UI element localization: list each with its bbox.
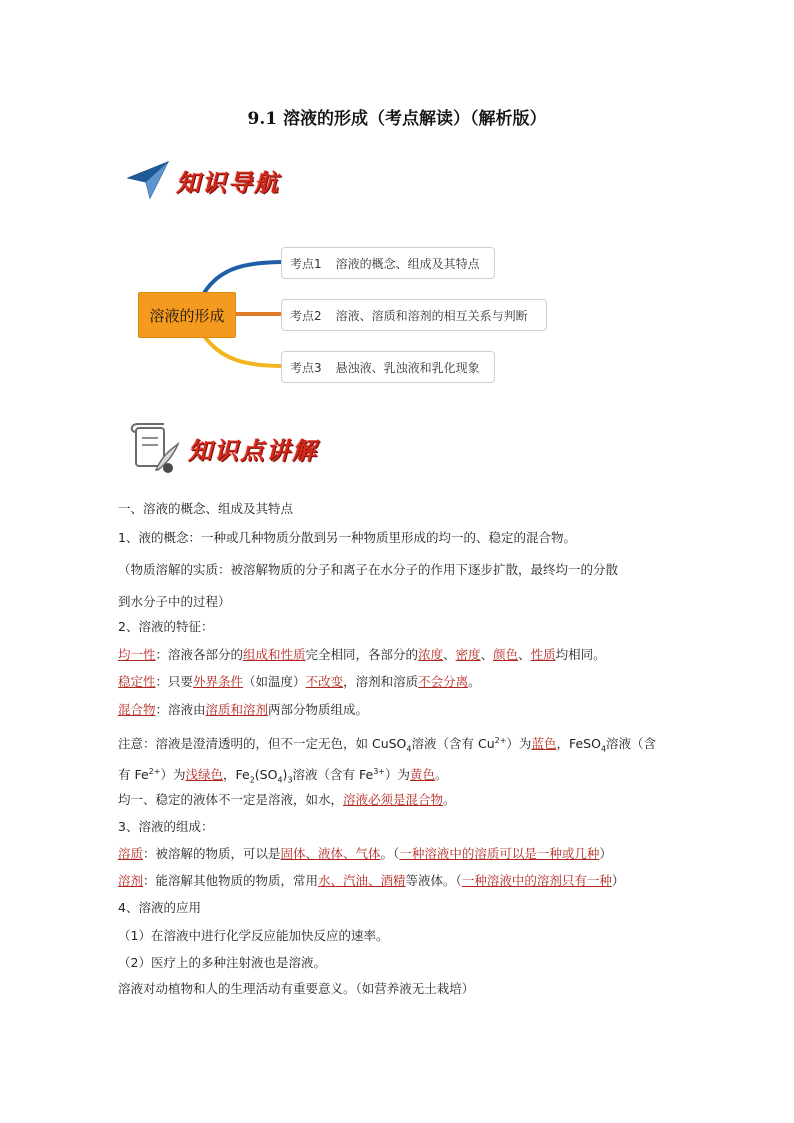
- essence-line-2: 到水分子中的过程）: [118, 594, 231, 609]
- composition-solute: 溶质：被溶解的物质，可以是固体、液体、气体。（一种溶液中的溶质可以是一种或几种）: [118, 846, 612, 861]
- connector-3: [204, 336, 285, 366]
- connector-1: [204, 262, 285, 293]
- feature-uniformity: 均一性：溶液各部分的组成和性质完全相同，各部分的浓度、密度、颜色、性质均相同。: [118, 647, 606, 662]
- node-2-text: 溶液、溶质和溶剂的相互关系与判断: [335, 308, 528, 323]
- mindmap-node-1: [281, 247, 495, 279]
- composition-solvent: 溶剂：能溶解其他物质的物质，常用水、汽油、酒精等液体。（一种溶液中的溶剂只有一种）: [118, 873, 625, 888]
- mindmap: [0, 0, 794, 400]
- note-line-3: 均一、稳定的液体不一定是溶液，如水，溶液必须是混合物。: [118, 792, 456, 807]
- application-3: 溶液对动植物和人的生理活动有重要意义。（如营养液无土栽培）: [118, 981, 475, 996]
- features-heading: 2、溶液的特征：: [118, 619, 214, 634]
- mindmap-node-2: [281, 299, 547, 331]
- scroll-quill-icon: [126, 420, 182, 476]
- node-1-text: 溶液的概念、组成及其特点: [335, 256, 480, 271]
- node-2-kp: 考点2: [290, 308, 322, 323]
- section-banner-knowledge: [126, 420, 318, 476]
- node-3-kp: 考点3: [290, 360, 322, 375]
- mindmap-node-3: [281, 351, 495, 383]
- application-heading: 4、溶液的应用: [118, 900, 201, 915]
- banner-knowledge-text: 知识点讲解: [188, 435, 318, 465]
- essence-line-1: （物质溶解的实质：被溶解物质的分子和离子在水分子的作用下逐步扩散，最终均一的分散: [118, 562, 619, 577]
- composition-heading: 3、溶液的组成：: [118, 819, 214, 834]
- feature-mixture: 混合物：溶液由溶质和溶剂两部分物质组成。: [118, 702, 369, 717]
- application-1: （1）在溶液中进行化学反应能加快反应的速率。: [118, 928, 389, 943]
- note-line-2: 有 $Fe^{2+}$）为浅绿色，$Fe_2(SO_4)_3$溶液（含有 $Fe^{3+}$）为黄色。: [118, 766, 448, 785]
- page-title: 9.1 溶液的形成（考点解读）（解析版）: [247, 109, 547, 129]
- definition-line: 1、液的概念：一种或几种物质分散到另一种物质里形成的均一的、稳定的混合物。: [118, 530, 576, 545]
- note-line-1: 注意：溶液是澄清透明的，但不一定无色，如 CuSO$_4$溶液（含有 $Cu^{2+}$）为蓝色，FeSO$_4$溶液（含: [118, 735, 657, 754]
- node-1-kp: 考点1: [290, 256, 322, 271]
- application-2: （2）医疗上的多种注射液也是溶液。: [118, 955, 326, 970]
- section-heading-1: 一、溶液的概念、组成及其特点: [118, 501, 294, 516]
- banner-nav-text: 知识导航: [176, 167, 280, 197]
- node-3-text: 悬浊液、乳浊液和乳化现象: [335, 360, 480, 375]
- feature-stability: 稳定性：只要外界条件（如温度）不改变，溶剂和溶质不会分离。: [118, 674, 481, 689]
- mindmap-connectors: [0, 0, 794, 400]
- mindmap-center: 溶液的形成: [138, 292, 236, 338]
